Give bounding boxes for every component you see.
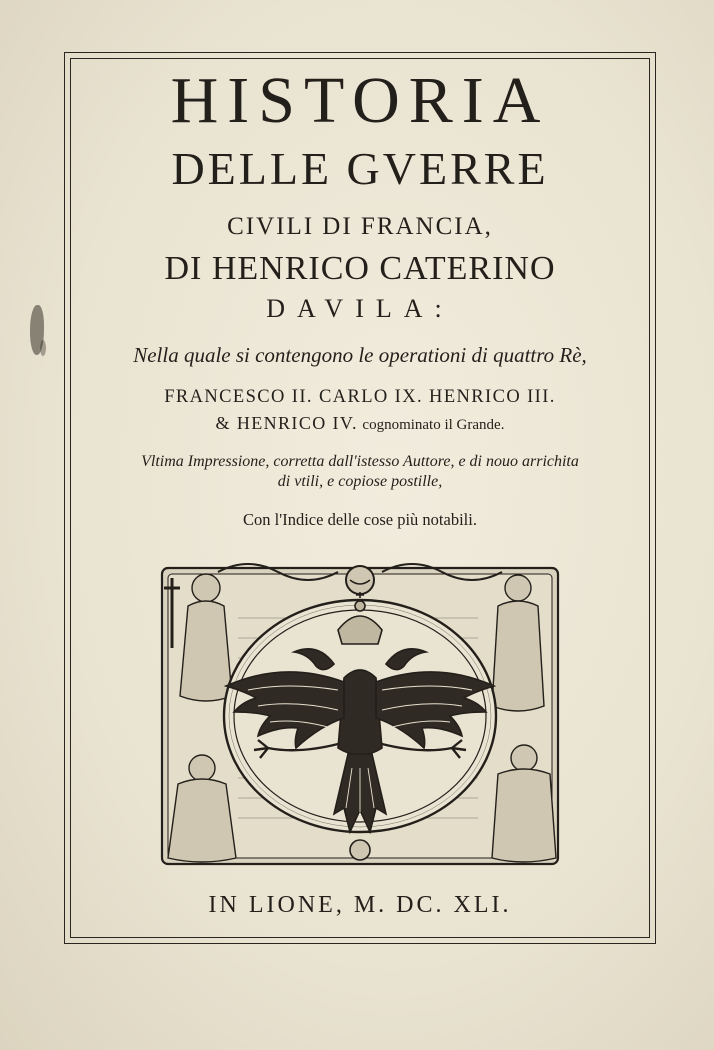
kings-line-2-epithet: cognominato il Grande. [362, 417, 505, 433]
imprint-place-date: IN LIONE, M. DC. XLI. [208, 892, 512, 918]
author-name: DI HENRICO CATERINO [164, 250, 556, 287]
kings-line-2 [70, 414, 650, 433]
edition-note-line1: Vltima Impressione, corretta dall'istesso Auttore, e di nouo arrichita [141, 453, 579, 470]
ink-stain-small [40, 340, 46, 356]
edition-note [70, 452, 650, 491]
index-note: Con l'Indice delle cose più notabili. [243, 510, 477, 529]
author-surname: DAVILA: [266, 294, 454, 323]
title-delle-guerre: DELLE GVERRE [171, 143, 549, 194]
subtitle-italic: Nella quale si contengono le operationi di quattro Rè, [133, 343, 587, 367]
title-civili-di-francia: CIVILI DI FRANCIA, [227, 213, 493, 240]
kings-line-2-caps: & HENRICO IV. [215, 413, 358, 433]
kings-line: FRANCESCO II. CARLO IX. HENRICO III. [164, 387, 556, 407]
edition-note-line2: di vtili, e copiose postille, [277, 472, 443, 490]
title-historia: HISTORIA [170, 64, 550, 137]
double-headed-eagle-woodcut-icon [158, 558, 562, 870]
